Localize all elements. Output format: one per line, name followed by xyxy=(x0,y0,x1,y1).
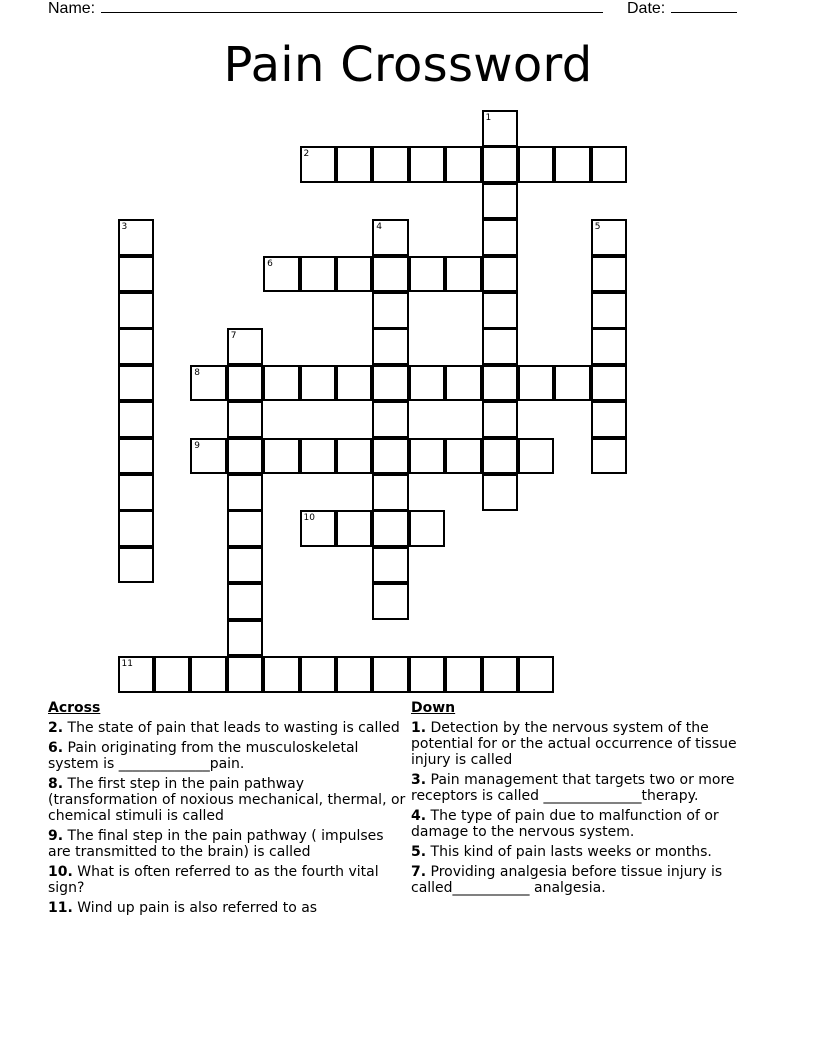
crossword-cell[interactable] xyxy=(300,656,337,693)
crossword-cell[interactable] xyxy=(518,656,555,693)
clue-number: 2 xyxy=(303,149,310,160)
clue-number-label: 2. xyxy=(48,720,64,736)
down-clue xyxy=(411,772,769,804)
crossword-cell[interactable] xyxy=(190,365,227,402)
crossword-cell[interactable] xyxy=(409,146,446,183)
crossword-cell[interactable] xyxy=(118,328,155,365)
crossword-cell[interactable] xyxy=(591,146,628,183)
crossword-cell[interactable] xyxy=(409,365,446,402)
clue-number: 9 xyxy=(194,440,201,451)
crossword-cell[interactable] xyxy=(445,256,482,293)
crossword-cell[interactable] xyxy=(482,146,519,183)
crossword-cell[interactable] xyxy=(336,365,373,402)
crossword-cell[interactable] xyxy=(482,183,519,220)
clue-number: 4 xyxy=(376,222,383,233)
clue-text: The first step in the pain pathway (transformation of noxious mechanical, thermal, or chemical stimuli is called xyxy=(48,776,406,824)
crossword-cell[interactable] xyxy=(300,256,337,293)
clue-text: The state of pain that leads to wasting is called xyxy=(67,720,400,736)
crossword-cell[interactable] xyxy=(227,583,264,620)
crossword-cell[interactable] xyxy=(445,656,482,693)
crossword-cell[interactable] xyxy=(445,146,482,183)
clue-number-label: 6. xyxy=(48,740,64,756)
clue-number-label: 4. xyxy=(411,808,427,824)
across-clue-list xyxy=(48,720,408,916)
clue-text: Detection by the nervous system of the potential for or the actual occurrence of tissue injury is called xyxy=(411,720,737,768)
crossword-cell[interactable] xyxy=(482,328,519,365)
across-clue xyxy=(48,864,408,896)
crossword-cell[interactable] xyxy=(263,365,300,402)
crossword-cell[interactable] xyxy=(554,365,591,402)
crossword-cell[interactable] xyxy=(372,547,409,584)
crossword-cell[interactable] xyxy=(372,510,409,547)
crossword-cell[interactable] xyxy=(263,256,300,293)
down-clue xyxy=(411,864,769,896)
crossword-cell[interactable] xyxy=(372,219,409,256)
clue-text: What is often referred to as the fourth vital sign? xyxy=(48,864,379,896)
crossword-cell[interactable] xyxy=(518,365,555,402)
crossword-cell[interactable] xyxy=(227,510,264,547)
across-clue xyxy=(48,900,408,916)
crossword-cell[interactable] xyxy=(409,510,446,547)
crossword-cell[interactable] xyxy=(554,146,591,183)
clue-number: 6 xyxy=(267,258,273,269)
crossword-cell[interactable] xyxy=(482,219,519,256)
clue-number-label: 9. xyxy=(48,828,64,844)
crossword-cell[interactable] xyxy=(445,365,482,402)
crossword-cell[interactable] xyxy=(372,401,409,438)
crossword-cell[interactable] xyxy=(372,474,409,511)
crossword-cell[interactable] xyxy=(118,656,155,693)
crossword-cell[interactable] xyxy=(336,256,373,293)
crossword-cell[interactable] xyxy=(336,656,373,693)
clue-number: 10 xyxy=(303,513,315,524)
down-clues xyxy=(411,700,769,900)
down-clue-list xyxy=(411,720,769,896)
clue-number-label: 10. xyxy=(48,864,73,880)
clue-number: 11 xyxy=(121,659,133,669)
crossword-cell[interactable] xyxy=(372,656,409,693)
crossword-cell[interactable] xyxy=(409,656,446,693)
crossword-cell[interactable] xyxy=(227,620,264,657)
crossword-cell[interactable] xyxy=(336,146,373,183)
crossword-cell[interactable] xyxy=(118,219,155,256)
page-title: Pain Crossword xyxy=(223,37,593,93)
clue-number-label: 7. xyxy=(411,864,427,880)
crossword-cell[interactable] xyxy=(227,328,264,365)
crossword-cell[interactable] xyxy=(372,365,409,402)
clue-number: 1 xyxy=(485,113,492,123)
crossword-cell[interactable] xyxy=(482,656,519,693)
crossword-cell[interactable] xyxy=(591,219,628,256)
crossword-cell[interactable] xyxy=(372,583,409,620)
down-heading: Down xyxy=(411,700,456,716)
across-clue xyxy=(48,720,408,736)
clue-number: 3 xyxy=(121,222,128,233)
crossword-cell[interactable] xyxy=(263,656,300,693)
crossword-cell[interactable] xyxy=(591,438,628,475)
crossword-cell[interactable] xyxy=(300,365,337,402)
crossword-cell[interactable] xyxy=(482,401,519,438)
crossword-cell[interactable] xyxy=(518,146,555,183)
crossword-cell[interactable] xyxy=(227,401,264,438)
crossword-cell[interactable] xyxy=(482,256,519,293)
clue-number: 8 xyxy=(194,367,201,378)
crossword-cell[interactable] xyxy=(118,438,155,475)
crossword-cell[interactable] xyxy=(227,438,264,475)
crossword-cell[interactable] xyxy=(591,401,628,438)
crossword-cell[interactable] xyxy=(372,438,409,475)
crossword-cell[interactable] xyxy=(336,510,373,547)
crossword-cell[interactable] xyxy=(482,110,519,147)
clue-text: Wind up pain is also referred to as xyxy=(77,900,318,916)
crossword-cell[interactable] xyxy=(300,438,337,475)
clue-number-label: 8. xyxy=(48,776,64,792)
clue-number-label: 3. xyxy=(411,772,427,788)
crossword-cell[interactable] xyxy=(482,474,519,511)
clue-text: Pain originating from the musculoskeletal system is _____________pain. xyxy=(48,740,359,772)
crossword-cell[interactable] xyxy=(409,438,446,475)
clue-number-label: 5. xyxy=(411,844,427,860)
crossword-cell[interactable] xyxy=(591,365,628,402)
clue-number-label: 1. xyxy=(411,720,427,736)
crossword-cell[interactable] xyxy=(227,474,264,511)
crossword-cell[interactable] xyxy=(482,365,519,402)
crossword-cell[interactable] xyxy=(118,510,155,547)
down-clue xyxy=(411,808,769,840)
across-clue xyxy=(48,776,408,824)
clue-number: 5 xyxy=(594,222,601,233)
across-clue xyxy=(48,740,408,772)
crossword-cell[interactable] xyxy=(190,438,227,475)
clue-text: Providing analgesia before tissue injury is called___________ analgesia. xyxy=(411,864,723,896)
crossword-cell[interactable] xyxy=(118,292,155,329)
crossword-cell[interactable] xyxy=(372,292,409,329)
crossword-cell[interactable] xyxy=(409,256,446,293)
crossword-cell[interactable] xyxy=(300,510,337,547)
across-clue xyxy=(48,828,408,860)
crossword-cell[interactable] xyxy=(445,438,482,475)
name-label: Name: xyxy=(48,0,96,17)
clue-text: The final step in the pain pathway ( impulses are transmitted to the brain) is called xyxy=(48,828,384,860)
down-clue xyxy=(411,720,769,768)
crossword-cell[interactable] xyxy=(591,292,628,329)
date-label: Date: xyxy=(627,0,666,17)
down-clue xyxy=(411,844,769,860)
crossword-cell[interactable] xyxy=(300,146,337,183)
crossword-cell[interactable] xyxy=(372,146,409,183)
crossword-cell[interactable] xyxy=(482,292,519,329)
clue-number-label: 11. xyxy=(48,900,73,916)
crossword-cell[interactable] xyxy=(118,256,155,293)
clue-number: 7 xyxy=(230,331,237,342)
crossword-cell[interactable] xyxy=(227,547,264,584)
clue-text: Pain management that targets two or more receptors is called ______________therapy. xyxy=(411,772,735,804)
clue-text: The type of pain due to malfunction of or damage to the nervous system. xyxy=(411,808,719,840)
crossword-cell[interactable] xyxy=(372,256,409,293)
crossword-cell[interactable] xyxy=(518,438,555,475)
crossword-cell[interactable] xyxy=(118,365,155,402)
crossword-cell[interactable] xyxy=(336,438,373,475)
crossword-cell[interactable] xyxy=(263,438,300,475)
crossword-cell[interactable] xyxy=(227,365,264,402)
crossword-cell[interactable] xyxy=(372,328,409,365)
crossword-cell[interactable] xyxy=(190,656,227,693)
crossword-cell[interactable] xyxy=(227,656,264,693)
clue-text: This kind of pain lasts weeks or months. xyxy=(430,844,712,860)
crossword-cell[interactable] xyxy=(154,656,191,693)
crossword-cell[interactable] xyxy=(118,474,155,511)
crossword-cell[interactable] xyxy=(591,328,628,365)
crossword-cell[interactable] xyxy=(482,438,519,475)
crossword-cell[interactable] xyxy=(118,547,155,584)
crossword-cell[interactable] xyxy=(591,256,628,293)
crossword-cell[interactable] xyxy=(118,401,155,438)
across-heading: Across xyxy=(48,700,101,716)
across-clues xyxy=(48,700,408,920)
